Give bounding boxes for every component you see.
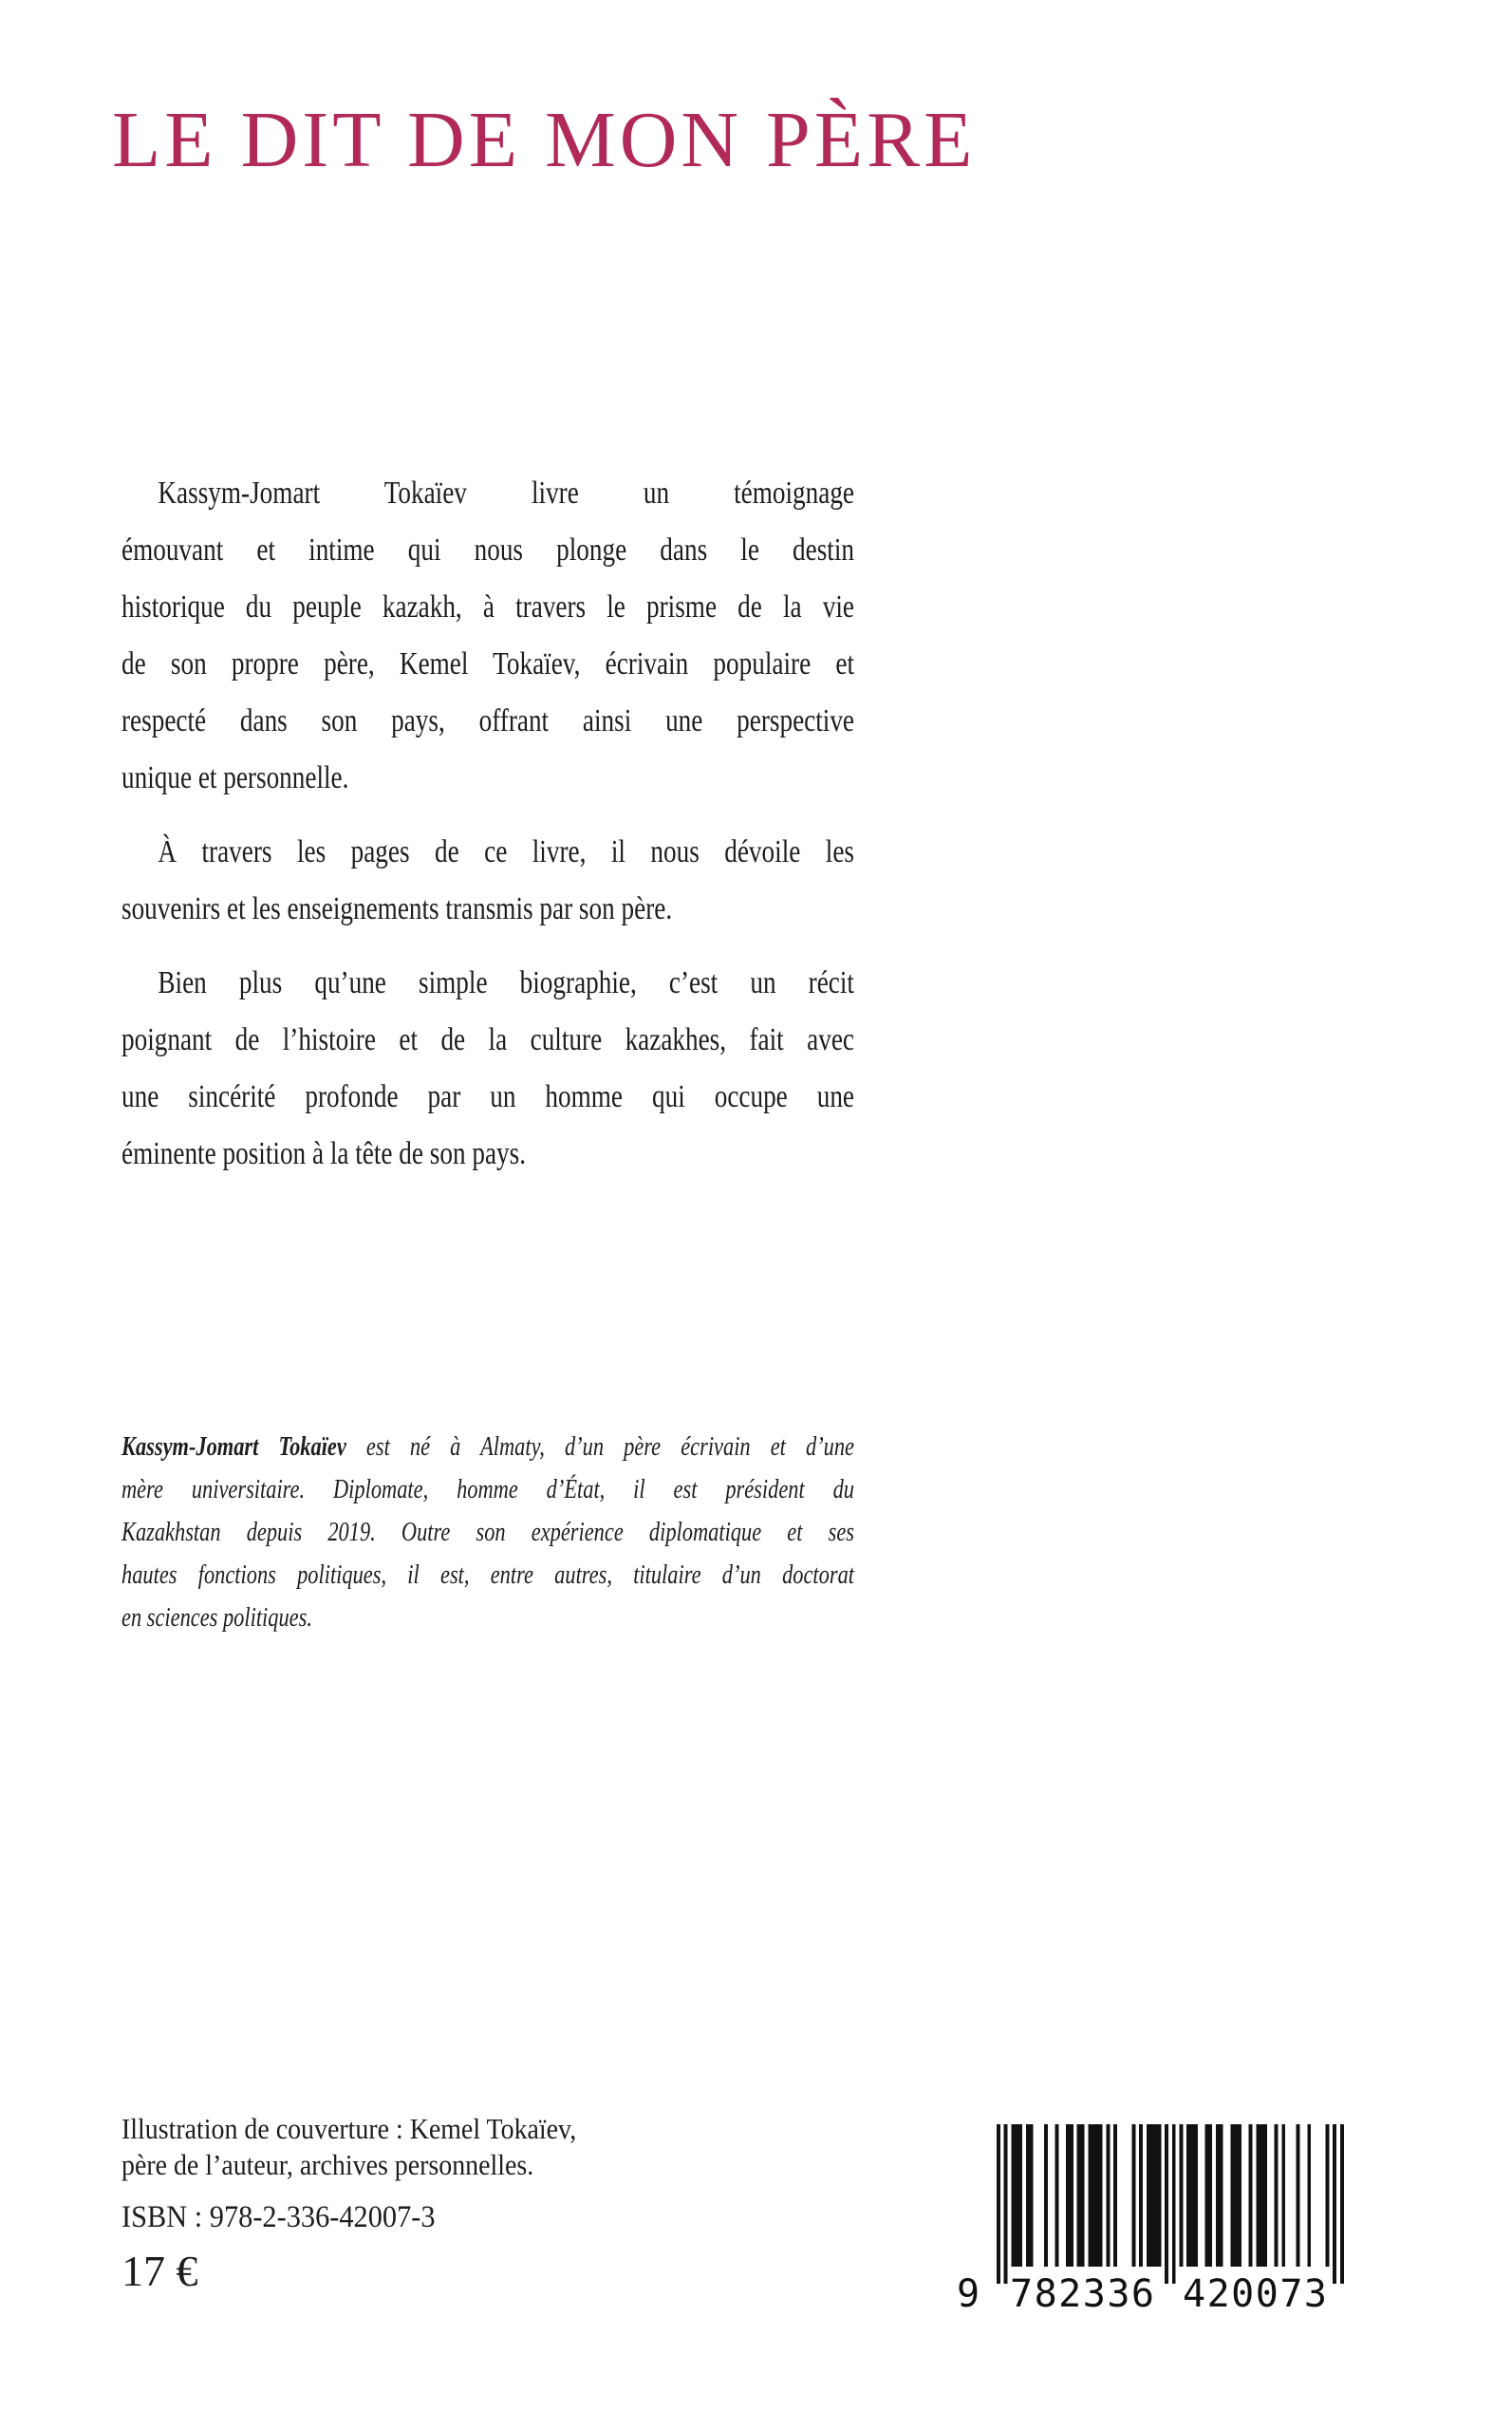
cover-credit	[121, 2111, 576, 2183]
credit-line: père de l’auteur, archives personnelles.	[121, 2148, 534, 2181]
synopsis-line: Bien plus qu’une simple biographie, c’est un récit	[158, 965, 854, 1000]
credit-line: Illustration de couverture : Kemel Tokaïev,	[121, 2112, 577, 2145]
synopsis-paragraph	[121, 955, 854, 1183]
price-text: 17 €	[121, 2247, 198, 2295]
synopsis-line: Kassym-Jomart Tokaïev livre un témoignage	[158, 476, 854, 511]
synopsis-line: À travers les pages de ce livre, il nous dévoile les	[158, 834, 854, 869]
synopsis	[121, 465, 854, 1200]
barcode-digits-left: 782336	[1010, 2272, 1154, 2310]
synopsis-line: éminente position à la tête de son pays.	[121, 1136, 527, 1171]
bio-line: Kazakhstan depuis 2019. Outre son expérience diplomatique et ses	[121, 1518, 854, 1547]
synopsis-line: unique et personnelle.	[121, 760, 349, 795]
synopsis-line: historique du peuple kazakh, à travers le prisme de la vie	[121, 589, 854, 625]
synopsis-line: une sincérité profonde par un homme qui occupe une	[121, 1079, 854, 1114]
synopsis-paragraph	[121, 465, 854, 807]
bio-line: mère universitaire. Diplomate, homme d’État, il est président du	[121, 1475, 854, 1504]
author-name: Kassym-Jomart Tokaïev	[121, 1432, 346, 1462]
synopsis-line: de son propre père, Kemel Tokaïev, écrivain populaire et	[121, 646, 854, 682]
barcode	[949, 2124, 1357, 2310]
synopsis-line: souvenirs et les enseignements transmis par son père.	[121, 891, 673, 926]
barcode-bars	[997, 2124, 1344, 2284]
synopsis-line: émouvant et intime qui nous plonge dans le destin	[121, 532, 854, 568]
synopsis-paragraph	[121, 824, 854, 938]
barcode-digit-first: 9	[957, 2272, 980, 2310]
bio-line: Kassym-Jomart Tokaïev est né à Almaty, d’un père écrivain et d’une	[121, 1432, 855, 1462]
book-title: LE DIT DE MON PÈRE	[112, 96, 977, 184]
bio-line: hautes fonctions politiques, il est, entre autres, titulaire d’un doctorat	[121, 1560, 854, 1590]
synopsis-line: poignant de l’histoire et de la culture kazakhes, fait avec	[121, 1022, 854, 1057]
synopsis-line: respecté dans son pays, offrant ainsi une perspective	[121, 703, 854, 738]
author-bio	[121, 1426, 854, 1639]
barcode-digits-right: 420073	[1183, 2272, 1327, 2310]
bio-line: en sciences politiques.	[121, 1603, 312, 1633]
isbn-text: ISBN : 978-2-336-42007-3	[121, 2200, 436, 2234]
